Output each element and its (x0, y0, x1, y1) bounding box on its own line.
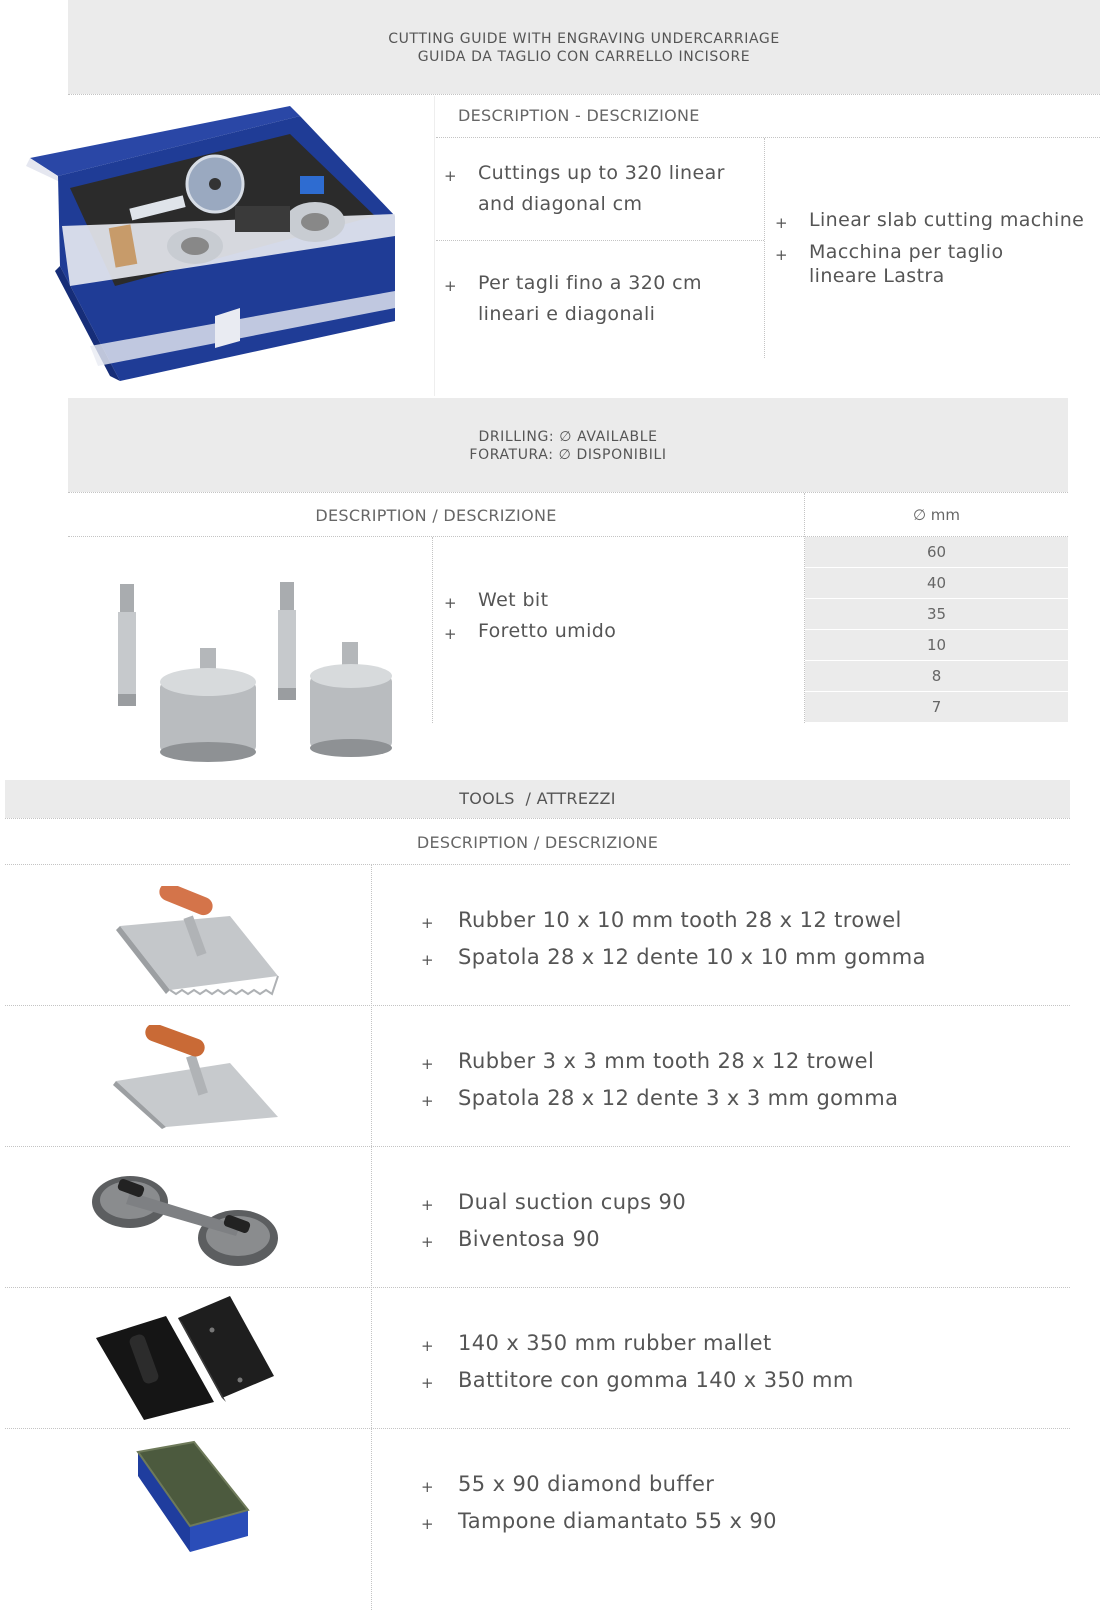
cutting-description-label: DESCRIPTION - DESCRIZIONE (458, 106, 700, 125)
machine-it (775, 240, 1035, 288)
tool-label: Tampone diamantato 55 x 90 (458, 1509, 777, 1533)
bullet: + (421, 1092, 434, 1110)
bullet: + (775, 246, 788, 264)
tool-label: Dual suction cups 90 (458, 1190, 687, 1214)
tool-text-it (421, 1081, 1081, 1118)
drilling-title-it: FORATURA: ∅ DISPONIBILI (469, 447, 667, 463)
divider (68, 492, 1068, 493)
cutting-feature-it (444, 268, 754, 330)
divider (5, 1287, 1070, 1288)
drilling-description-label: DESCRIPTION / DESCRIZIONE (315, 506, 557, 525)
tool-text-it (421, 940, 1081, 977)
tools-description-label: DESCRIPTION / DESCRIZIONE (416, 833, 659, 852)
bullet: + (444, 594, 457, 612)
divider (5, 1005, 1070, 1006)
wet-bits-image (96, 574, 416, 766)
tool-text-en (421, 903, 1081, 940)
divider (436, 240, 764, 241)
tool-text-en (421, 1185, 1081, 1222)
diamond-buffer-image (130, 1440, 255, 1564)
tool-text-en (421, 1467, 1081, 1504)
feature-text: Cuttings up to 320 linear and diagonal cm (478, 162, 725, 215)
machine-text: Linear slab cutting machine (809, 209, 1085, 231)
tool-text-it (421, 1363, 1081, 1400)
tool-row-2 (421, 1044, 1081, 1118)
divider (5, 818, 1070, 819)
column-divider (764, 138, 765, 358)
tool-label: Spatola 28 x 12 dente 3 x 3 mm gomma (458, 1086, 899, 1110)
machine-en (775, 208, 1095, 235)
rubber-mallet-image (92, 1294, 277, 1420)
tool-label: Battitore con gomma 140 x 350 mm (458, 1368, 854, 1392)
bullet: + (421, 951, 434, 969)
tool-row-1 (421, 903, 1081, 977)
drilling-header (68, 398, 1068, 492)
tool-label: 55 x 90 diamond buffer (458, 1472, 715, 1496)
drilling-item-it (444, 617, 784, 648)
tool-label: 140 x 350 mm rubber mallet (458, 1331, 772, 1355)
trowel-10-image (110, 886, 285, 996)
tool-text-it (421, 1504, 1081, 1541)
bullet: + (444, 277, 457, 295)
bullet: + (421, 1374, 434, 1392)
bullet: + (421, 1515, 434, 1533)
divider (68, 94, 1100, 95)
diameter-cell: 35 (805, 599, 1068, 629)
bullet: + (775, 214, 788, 232)
diameter-cell: 8 (805, 661, 1068, 691)
trowel-3-image (110, 1025, 285, 1133)
bullet: + (421, 1196, 434, 1214)
divider (5, 1428, 1070, 1429)
tool-label: Rubber 10 x 10 mm tooth 28 x 12 trowel (458, 908, 902, 932)
tools-header (5, 780, 1070, 818)
tool-text-en (421, 1044, 1081, 1081)
tool-row-4 (421, 1326, 1081, 1400)
bullet: + (421, 1055, 434, 1073)
image-border (434, 96, 435, 396)
tools-title: TOOLS / ATTREZZI (459, 789, 616, 808)
column-divider (371, 865, 372, 1610)
cutting-guide-title-en: CUTTING GUIDE WITH ENGRAVING UNDERCARRIAGE (388, 31, 780, 47)
machine-text: Macchina per taglio lineare Lastra (809, 241, 1004, 287)
drilling-text: Foretto umido (478, 620, 617, 642)
diameter-cell: 60 (805, 537, 1068, 567)
tool-text-en (421, 1326, 1081, 1363)
divider (5, 864, 1070, 865)
column-divider (432, 537, 433, 723)
divider (5, 1146, 1070, 1147)
bullet: + (421, 1233, 434, 1251)
cutting-feature-en (444, 158, 754, 220)
divider (436, 137, 1100, 138)
cutting-guide-header (68, 0, 1100, 94)
diameter-header: ∅ mm (912, 506, 961, 524)
bullet: + (421, 1478, 434, 1496)
feature-text: Per tagli fino a 320 cm lineari e diagonali (478, 272, 702, 325)
tool-case-image (0, 96, 434, 396)
bullet: + (444, 625, 457, 643)
drilling-text: Wet bit (478, 589, 549, 611)
tool-text-it (421, 1222, 1081, 1259)
drilling-title-en: DRILLING: ∅ AVAILABLE (478, 429, 658, 445)
tool-row-5 (421, 1467, 1081, 1541)
tool-label: Spatola 28 x 12 dente 10 x 10 mm gomma (458, 945, 926, 969)
drilling-item-en (444, 586, 784, 617)
suction-cups-image (90, 1162, 280, 1274)
bullet: + (421, 914, 434, 932)
bullet: + (421, 1337, 434, 1355)
diameter-cell: 7 (805, 692, 1068, 722)
diameter-cell: 10 (805, 630, 1068, 660)
diameter-cell: 40 (805, 568, 1068, 598)
bullet: + (444, 167, 457, 185)
tool-label: Biventosa 90 (458, 1227, 600, 1251)
tool-row-3 (421, 1185, 1081, 1259)
tool-label: Rubber 3 x 3 mm tooth 28 x 12 trowel (458, 1049, 875, 1073)
cutting-guide-title-it: GUIDA DA TAGLIO CON CARRELLO INCISORE (417, 49, 751, 65)
